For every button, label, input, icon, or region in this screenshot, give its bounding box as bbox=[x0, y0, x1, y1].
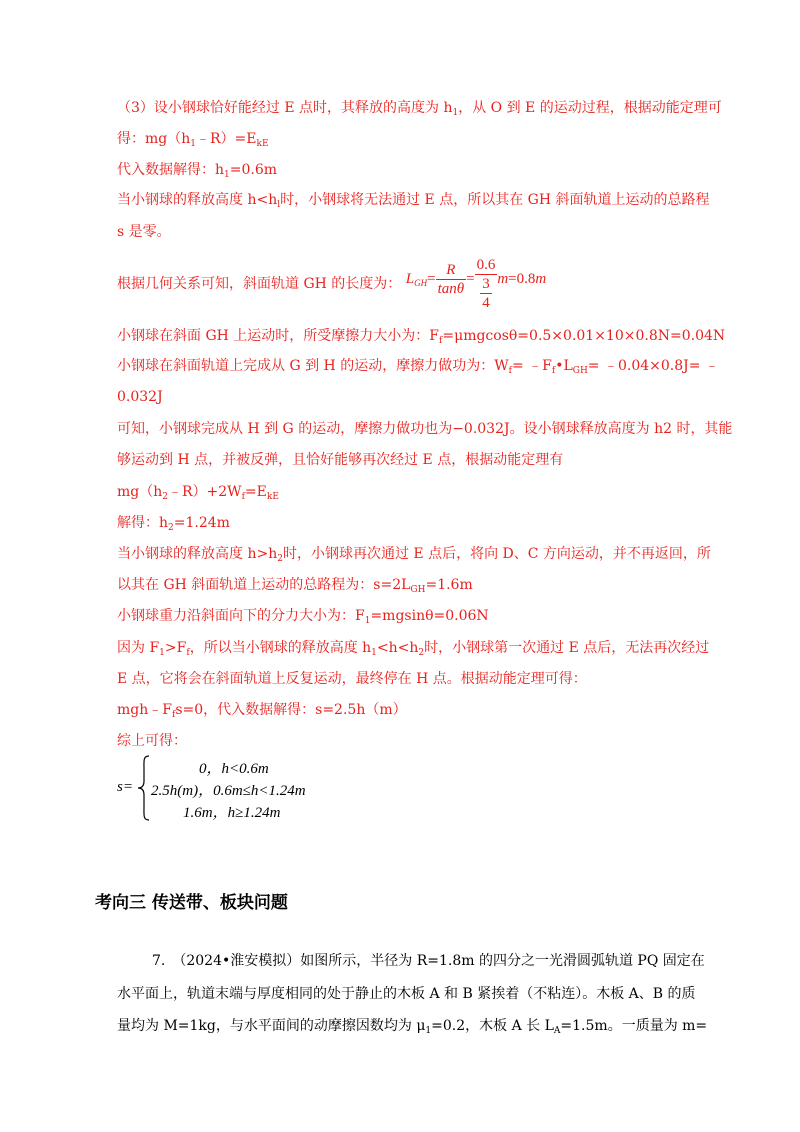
denominator bbox=[475, 275, 498, 312]
text: =μmgcosθ=0.5×0.01×10×0.8N=0.04N bbox=[442, 328, 726, 344]
text: 以其在 GH 斜面轨道上运动的总路程为：s=2L bbox=[117, 577, 411, 593]
text: （3）设小钢球恰好能经过 E 点时，其释放的高度为 h bbox=[117, 100, 453, 116]
text: ﹣R）=E bbox=[196, 131, 257, 147]
solution-line-3 bbox=[117, 162, 277, 178]
text: =mgsinθ=0.06N bbox=[370, 608, 489, 624]
problem-line-2: 水平面上，轨道末端与厚度相同的处于静止的木板 A 和 B 紧挨着（不粘连）。木板 A、B 的质 bbox=[117, 986, 696, 1002]
subscript: 1 bbox=[224, 170, 230, 180]
text: 时，小钢球再次通过 E 点后，将向 D、C 方向运动，并不再返回，所 bbox=[282, 546, 711, 562]
solution-line-1 bbox=[117, 100, 722, 116]
subscript: f bbox=[171, 710, 176, 720]
subscript: GH bbox=[410, 585, 426, 595]
text: 当小钢球的释放高度 h<h bbox=[117, 192, 278, 208]
solution-line-15 bbox=[117, 577, 473, 593]
text: = ﹣F bbox=[511, 358, 552, 374]
solution-line-16 bbox=[117, 608, 489, 624]
text: 解得：h bbox=[117, 515, 169, 531]
solution-line-length-formula bbox=[117, 256, 546, 316]
subscript: 2 bbox=[162, 492, 168, 502]
solution-line-14 bbox=[117, 546, 711, 562]
subscript: kE bbox=[256, 139, 269, 149]
subscript: kE bbox=[266, 492, 279, 502]
subscript: l bbox=[277, 200, 281, 210]
subscript: f bbox=[508, 366, 512, 376]
text: =1.24m bbox=[173, 515, 230, 531]
problem-line-3 bbox=[117, 1018, 707, 1034]
text: <h<h bbox=[376, 640, 419, 656]
solution-line-11: 够运动到 H 点，并被反弹，且恰好能够再次经过 E 点，根据动能定理有 bbox=[117, 452, 564, 468]
denominator: 4 bbox=[482, 295, 490, 311]
text: 量均为 M=1kg，与水平面间的动摩擦因数均为 μ bbox=[117, 1018, 426, 1034]
solution-line-18: E 点，它将会在斜面轨道上反复运动，最终停在 H 点。根据动能定理可得： bbox=[117, 671, 587, 687]
solution-line-8 bbox=[117, 358, 719, 374]
subscript: f bbox=[439, 336, 443, 346]
solution-line-5: s 是零。 bbox=[117, 224, 171, 240]
text: 时，小钢球将无法通过 E 点，所以其在 GH 斜面轨道上运动的总路程 bbox=[280, 192, 710, 208]
section-heading: 考向三 传送带、板块问题 bbox=[95, 893, 288, 913]
text: 当小钢球的释放高度 h>h bbox=[117, 546, 278, 562]
subscript: f bbox=[551, 366, 556, 376]
piecewise-row-3: 1.6m，h≥1.24m bbox=[183, 805, 281, 821]
solution-line-20: 综上可得： bbox=[117, 733, 187, 749]
text: = ﹣0.04×0.8J= ﹣ bbox=[587, 358, 719, 374]
piecewise-formula bbox=[117, 755, 397, 821]
subscript: 1 bbox=[452, 108, 459, 118]
solution-line-4 bbox=[117, 192, 710, 208]
symbol-L: L bbox=[405, 270, 415, 287]
problem-line-1: 7. （2024•淮安模拟）如图所示，半径为 R=1.8m 的四分之一光滑圆弧轨道 PQ 固定在 bbox=[152, 953, 705, 969]
text: 得：mg（h bbox=[117, 131, 191, 147]
piecewise-lhs: s= bbox=[117, 779, 133, 795]
solution-line-17 bbox=[117, 640, 709, 656]
text: >F bbox=[164, 640, 187, 656]
text: 代入数据解得：h bbox=[117, 162, 225, 178]
subscript: 1 bbox=[159, 648, 165, 658]
solution-line-13 bbox=[117, 515, 230, 531]
denominator: tanθ bbox=[437, 281, 465, 297]
solution-line-10: 可知，小钢球完成从 H 到 G 的运动，摩擦力做功也为−0.032J。设小钢球释放高度为 h2 时，其能 bbox=[117, 421, 733, 437]
text: ，所以当小钢球的释放高度 h bbox=[189, 640, 372, 656]
numerator: 3 bbox=[482, 276, 490, 292]
subscript: 2 bbox=[168, 523, 174, 533]
subscript: 1 bbox=[364, 616, 371, 626]
fraction-r-over-tan bbox=[436, 261, 467, 298]
text: ﹣R）+2W bbox=[168, 484, 242, 500]
fraction-06-over-34 bbox=[475, 256, 498, 312]
solution-line-19 bbox=[117, 702, 407, 718]
text: 小钢球在斜面轨道上完成从 G 到 H 的运动，摩擦力做功为：W bbox=[117, 358, 509, 374]
solution-line-2 bbox=[117, 131, 269, 147]
piecewise-row-1: 0，h<0.6m bbox=[199, 761, 269, 777]
subscript: GH bbox=[414, 277, 428, 288]
text: 根据几何关系可知，斜面轨道 GH 的长度为： bbox=[117, 276, 402, 292]
subscript: f bbox=[241, 492, 245, 502]
solution-line-12 bbox=[117, 484, 279, 500]
text: s=0，代入数据解得：s=2.5h（m） bbox=[175, 702, 407, 718]
subscript: 1 bbox=[371, 648, 377, 658]
text: =0.6m bbox=[229, 162, 278, 178]
text: ，从 O 到 E 的运动过程，根据动能定理可 bbox=[458, 100, 722, 116]
equals-sign: = bbox=[466, 270, 475, 287]
solution-line-9: 0.032J bbox=[117, 389, 163, 405]
left-brace bbox=[137, 755, 151, 821]
text: =1.5m。一质量为 m= bbox=[560, 1018, 708, 1034]
text: mgh﹣F bbox=[117, 702, 172, 718]
text: 小钢球在斜面 GH 上运动时，所受摩擦力大小为：F bbox=[117, 328, 440, 344]
numerator: 0.6 bbox=[476, 257, 496, 273]
subscript: GH bbox=[572, 366, 588, 376]
subscript: f bbox=[186, 648, 190, 658]
text: •L bbox=[555, 358, 573, 374]
numerator: R bbox=[436, 261, 467, 280]
text: =0.2，木板 A 长 L bbox=[431, 1018, 554, 1034]
text: =1.6m bbox=[425, 577, 473, 593]
subscript: 1 bbox=[190, 139, 196, 149]
solution-line-7 bbox=[117, 328, 725, 344]
equals-sign: = bbox=[427, 270, 436, 287]
subscript: A bbox=[553, 1026, 561, 1036]
text: 时，小钢球第一次通过 E 点后，无法再次经过 bbox=[424, 640, 710, 656]
subscript: 2 bbox=[277, 554, 283, 564]
unit-m: m bbox=[497, 270, 509, 287]
text: mg（h bbox=[117, 484, 163, 500]
fraction-3-over-4 bbox=[480, 275, 492, 312]
text: 小钢球重力沿斜面向下的分力大小为：F bbox=[117, 608, 365, 624]
subscript: 1 bbox=[425, 1026, 432, 1036]
piecewise-row-2: 2.5h(m)，0.6m≤h<1.24m bbox=[151, 783, 306, 799]
subscript: 2 bbox=[418, 648, 425, 658]
text: =0.8 bbox=[508, 270, 536, 287]
unit-m: m bbox=[535, 270, 547, 287]
text: 因为 F bbox=[117, 640, 160, 656]
text: =E bbox=[244, 484, 267, 500]
